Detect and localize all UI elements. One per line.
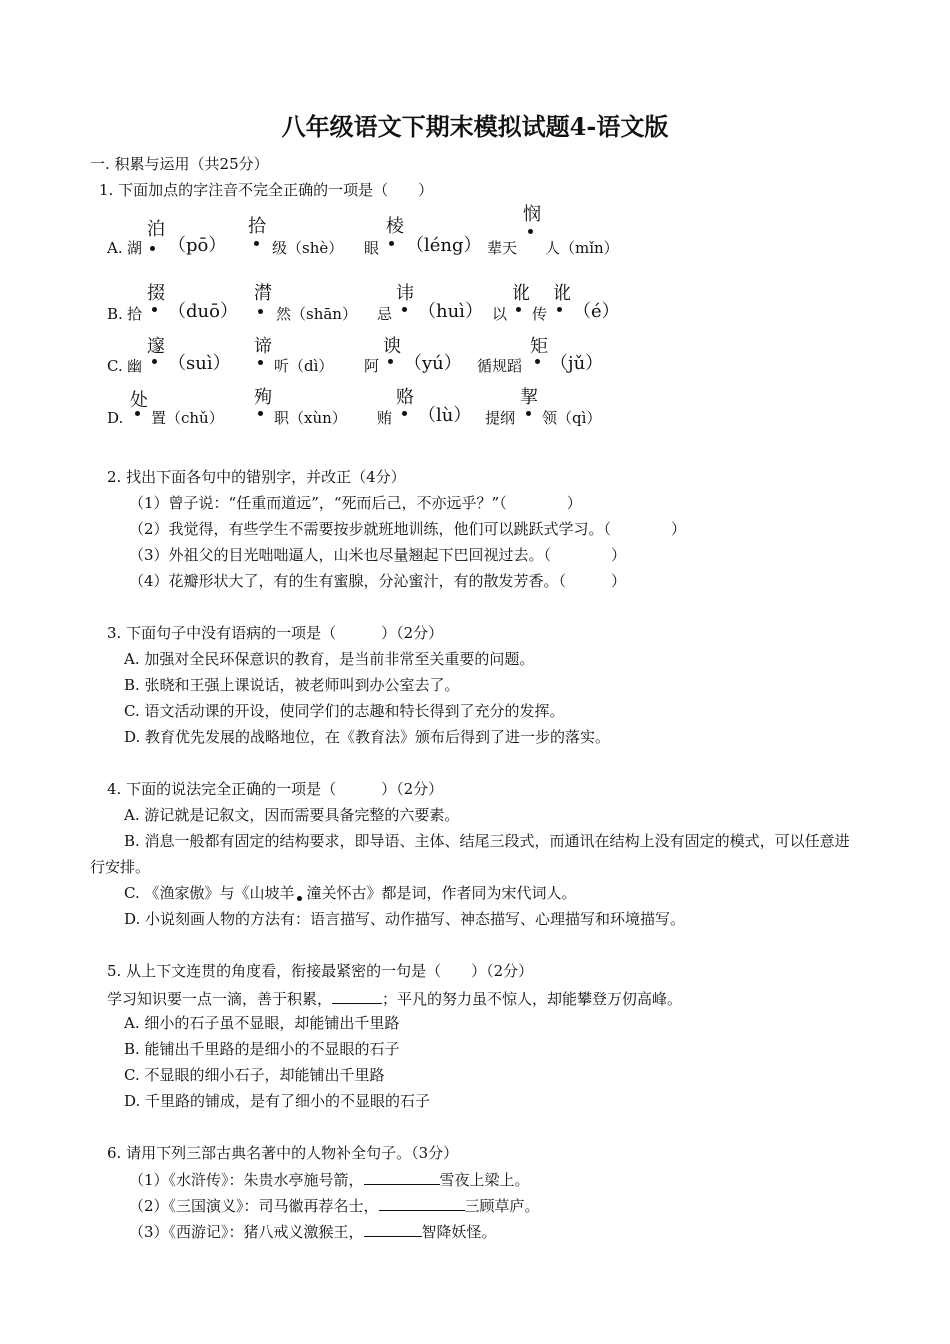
q1b-post2: 然（shān） [276, 305, 357, 323]
section-heading: 一. 积累与运用（共25分） [90, 155, 269, 173]
q5-option: C. 不显眼的细小石子，却能铺出千里路 [124, 1066, 385, 1084]
q1b-pre3: 忌 [377, 305, 393, 323]
emphasis-dot [388, 359, 393, 364]
q6-stem: 6. 请用下列三部古典名著中的人物补全句子。（3分） [107, 1144, 459, 1162]
q1d-post4: 领（qì） [542, 409, 602, 427]
answer-blank[interactable] [364, 1222, 422, 1237]
emphasis-dot [557, 307, 562, 312]
q3-option: B. 张晓和王强上课说话，被老师叫到办公室去了。 [124, 676, 460, 694]
emphasis-dot [402, 411, 407, 416]
q1c-pre1: 幽 [127, 357, 143, 375]
q1d-label: D. [107, 409, 124, 427]
q5-passage [107, 989, 682, 1008]
q1c-char3: 谀 [383, 336, 401, 357]
q2-item: （3）外祖父的目光咄咄逼人，山米也尽量翘起下巴回视过去。（ ） [129, 546, 627, 564]
q6-item [129, 1170, 530, 1189]
q5-passage-part1: 学习知识要一点一滴，善于积累， [107, 990, 333, 1008]
q3-option: C. 语文活动课的开设，使同学们的志趣和特长得到了充分的发挥。 [124, 702, 565, 720]
q1a-pre1: 湖 [127, 239, 143, 257]
q4-option-c [124, 884, 577, 902]
q1a-pre3: 眼 [364, 239, 380, 257]
q4-option-d: D. 小说刻画人物的方法有：语言描写、动作描写、神态描写、心理描写和环境描写。 [124, 910, 686, 928]
page-title: 八年级语文下期末模拟试题4-语文版 [281, 112, 669, 141]
q6-item-text: （1）《水浒传》：朱贵水亭施号箭， [129, 1171, 364, 1189]
q4-stem: 4. 下面的说法完全正确的一项是（ ）（2分） [107, 780, 444, 798]
emphasis-dot [152, 359, 157, 364]
q1a-pinyin1: （pō） [168, 235, 227, 256]
q1b-char3: 讳 [396, 283, 414, 304]
q1b-pinyin4: （é） [573, 301, 620, 322]
q1d-post1: 置（chǔ） [151, 409, 224, 427]
q1d-char1: 处 [130, 390, 148, 411]
q1a-post4: 人（mǐn） [545, 239, 619, 257]
emphasis-dot [135, 411, 140, 416]
q4-option-c-part2: 潼关怀古》都是词，作者同为宋代词人。 [306, 884, 577, 902]
q5-option: D. 千里路的铺成，是有了细小的不显眼的石子 [124, 1092, 431, 1110]
q5-option: B. 能铺出千里路的是细小的不显眼的石子 [124, 1040, 400, 1058]
emphasis-dot [389, 241, 394, 246]
q2-stem: 2. 找出下面各句中的错别字，并改正（4分） [107, 468, 406, 486]
q1a-pre4: 辈天 [487, 239, 518, 257]
q3-option: A. 加强对全民环保意识的教育，是当前非常至关重要的问题。 [124, 650, 535, 668]
q1d-char4: 挈 [520, 387, 538, 408]
q1b-char2: 潸 [254, 283, 272, 304]
emphasis-dot [152, 307, 157, 312]
q1c-char4: 矩 [530, 336, 548, 357]
q1b-pre4: 以 [492, 305, 508, 323]
q5-option: A. 细小的石子虽不显眼，却能铺出千里路 [124, 1014, 400, 1032]
q1d-char3: 赂 [396, 387, 414, 408]
q1a-char3: 棱 [386, 216, 404, 237]
emphasis-dot [258, 309, 263, 314]
q1d-pre3: 贿 [377, 409, 393, 427]
q1d-post2: 职（xùn） [274, 409, 347, 427]
q5-passage-part2: ；平凡的努力虽不惊人，却能攀登万仞高峰。 [382, 990, 683, 1008]
q1a-post2: 级（shè） [272, 239, 344, 257]
emphasis-dot [528, 229, 533, 234]
q6-item-text: 智降妖怪。 [421, 1223, 497, 1241]
q5-stem: 5. 从上下文连贯的角度看，衔接最紧密的一句是（ ）（2分） [107, 962, 534, 980]
q6-item-text: 雪夜上梁上。 [439, 1171, 530, 1189]
q1c-pinyin4: （jǔ） [550, 353, 604, 374]
answer-blank[interactable] [332, 989, 382, 1004]
q2-item: （1）曾子说：“任重而道远”，“死而后己，不亦远乎？”（ ） [129, 494, 582, 512]
q6-item [129, 1222, 497, 1241]
q6-item-text: （2）《三国演义》：司马徽再荐名士， [129, 1197, 379, 1215]
q1c-pre4: 循规蹈 [477, 357, 523, 375]
emphasis-dot [254, 241, 259, 246]
q4-option-a: A. 游记就是记叙文，因而需要具备完整的六要素。 [124, 806, 460, 824]
q1c-post2: 听（dì） [274, 357, 334, 375]
q3-option: D. 教育优先发展的战略地位，在《教育法》颁布后得到了进一步的落实。 [124, 728, 611, 746]
q1a-label: A. [107, 239, 123, 257]
q1d-pinyin3: （lù） [418, 405, 472, 426]
emphasis-dot [402, 307, 407, 312]
q1c-pre3: 阿 [364, 357, 380, 375]
q1a-char2: 拾 [248, 216, 266, 237]
emphasis-dot [258, 360, 263, 365]
q1d-pre4: 提纲 [485, 409, 516, 427]
answer-blank[interactable] [364, 1170, 440, 1185]
q4-option-b: B. 消息一般都有固定的结构要求，即导语、主体、结尾三段式，而通讯在结构上没有固定的模式，可以任意进行安排。 [90, 832, 850, 876]
q1b-pre1: 拾 [127, 305, 143, 323]
q1b-mid4: 传 [532, 305, 548, 323]
q3-stem: 3. 下面句子中没有语病的一项是（ ）（2分） [107, 624, 444, 642]
emphasis-dot [526, 411, 531, 416]
q1a-char4: 悯 [523, 204, 541, 225]
answer-blank[interactable] [379, 1196, 465, 1211]
q1a-char1: 泊 [147, 219, 165, 240]
q1c-char2: 谛 [254, 336, 272, 357]
emphasis-dot [516, 307, 521, 312]
q4-option-c-part1: C. 《渔家傲》与《山坡羊 [124, 884, 295, 902]
emphasis-dot [258, 411, 263, 416]
q1b-char4: 讹 [512, 283, 530, 304]
q2-item: （2）我觉得，有些学生不需要按步就班地训练，他们可以跳跃式学习。（ ） [129, 520, 687, 538]
q1a-pinyin3: （léng） [406, 235, 482, 256]
q1c-pinyin1: （suì） [168, 353, 231, 374]
q1c-label: C. [107, 357, 123, 375]
q1b-pinyin3: （huì） [418, 301, 483, 322]
q1-stem: 1. 下面加点的字注音不完全正确的一项是（ ） [99, 181, 434, 199]
q1b-pinyin1: （duō） [168, 301, 238, 322]
q1d-char2: 殉 [254, 387, 272, 408]
q6-item-text: 三顾草庐。 [464, 1197, 540, 1215]
emphasis-dot [150, 246, 155, 251]
q2-item: （4）花瓣形状大了，有的生有蜜腺，分沁蜜汁，有的散发芳香。（ ） [129, 572, 627, 590]
q1c-pinyin3: （yú） [404, 353, 462, 374]
q1c-char1: 邃 [147, 336, 165, 357]
q1b-char1: 掇 [147, 283, 165, 304]
q6-item [129, 1196, 540, 1215]
q1b-label: B. [107, 305, 123, 323]
emphasis-dot [535, 359, 540, 364]
q1b-char5: 讹 [553, 283, 571, 304]
q6-item-text: （3）《西游记》：猪八戒义激猴王， [129, 1223, 364, 1241]
